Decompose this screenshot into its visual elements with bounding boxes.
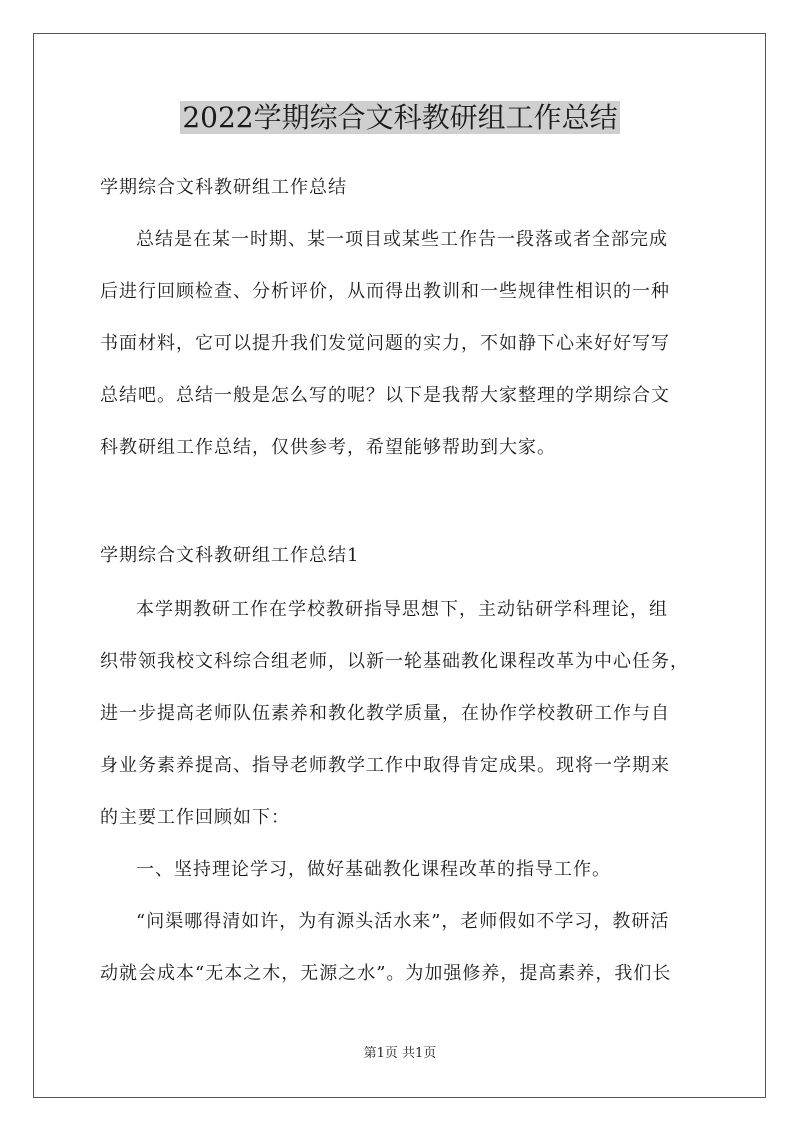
body-line: 身业务素养提高、指导老师教学工作中取得肯定成果。现将一学期来 xyxy=(100,755,670,776)
intro-line: 总结吧。总结一般是怎么写的呢？以下是我帮大家整理的学期综合文 xyxy=(100,385,670,406)
body-line: “问渠哪得清如许，为有源头活水来”，老师假如不学习，教研活 xyxy=(136,911,670,932)
intro-line: 总结是在某一时期、某一项目或某些工作告一段落或者全部完成 xyxy=(136,229,668,250)
body-line: 动就会成本“无本之木，无源之水”。为加强修养，提高素养，我们长 xyxy=(100,963,672,984)
document-title-text: 2022学期综合文科教研组工作总结 xyxy=(182,101,618,134)
body-line: 织带领我校文科综合组老师，以新一轮基础教化课程改革为中心任务， xyxy=(100,651,689,672)
document-title xyxy=(0,98,800,138)
intro-line: 后进行回顾检查、分析评价，从而得出教训和一些规律性相识的一种 xyxy=(100,281,670,302)
body-line: 一、坚持理论学习，做好基础教化课程改革的指导工作。 xyxy=(136,859,611,880)
intro-line: 书面材料，它可以提升我们发觉问题的实力，不如静下心来好好写写 xyxy=(100,333,670,354)
body-line: 本学期教研工作在学校教研指导思想下，主动钻研学科理论，组 xyxy=(136,599,668,620)
body-line: 的主要工作回顾如下： xyxy=(100,807,290,828)
section-heading: 学期综合文科教研组工作总结1 xyxy=(100,545,360,566)
page-footer: 第1页 共1页 xyxy=(363,1046,437,1061)
document-subtitle: 学期综合文科教研组工作总结 xyxy=(100,177,347,198)
intro-line: 科教研组工作总结，仅供参考，希望能够帮助到大家。 xyxy=(100,437,556,458)
body-line: 进一步提高老师队伍素养和教化教学质量，在协作学校教研工作与自 xyxy=(100,703,670,724)
